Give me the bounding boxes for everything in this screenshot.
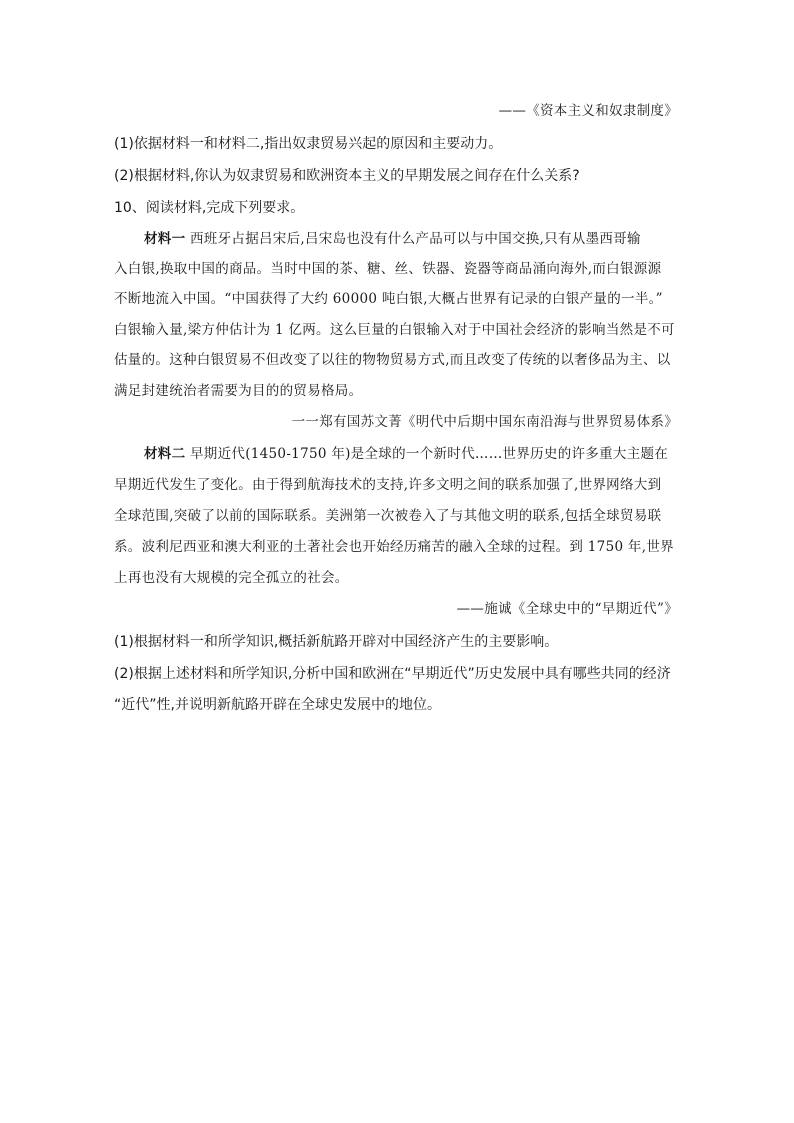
material-1-source: 一一郑有国苏文菁《明代中后期中国东南沿海与世界贸易体系》 — [291, 414, 678, 430]
material-2-label: 材料二 — [144, 446, 186, 462]
material-2-line-2: 早期近代发生了变化。由于得到航海技术的支持,许多文明之间的联系加强了,世界网络大到 — [114, 477, 662, 493]
question-10-part-2-line-2: “近代”性,并说明新航路开辟在全球史发展中的地位。 — [114, 697, 441, 713]
source-citation-1: ——《资本主义和奴隶制度》 — [498, 103, 678, 119]
question-10-part-2-line-1: (2)根据上述材料和所学知识,分析中国和欧洲在“早期近代”历史发展中具有哪些共同的经济 — [114, 666, 671, 682]
material-1-line-4: 白银输入量,梁方仲估计为 1 亿两。这么巨量的白银输入对于中国社会经济的影响当然是不可 — [114, 322, 675, 338]
material-2-line-4: 系。波利尼西亚和澳大利亚的土著社会也开始经历痛苦的融入全球的过程。到 1750 年,世界 — [114, 539, 674, 555]
question-9-part-2: (2)根据材料,你认为奴隶贸易和欧洲资本主义的早期发展之间存在什么关系? — [114, 168, 580, 184]
material-1-line-2: 入白银,换取中国的商品。当时中国的茶、糖、丝、铁器、瓷器等商品涌向海外,而白银源源 — [114, 261, 662, 277]
material-1-line-1: 材料一 西班牙占据吕宋后,吕宋岛也没有什么产品可以与中国交换,只有从墨西哥输 — [144, 231, 641, 247]
material-1-label: 材料一 — [144, 231, 186, 247]
question-10-title: 10、阅读材料,完成下列要求。 — [114, 200, 305, 216]
material-2-source: ——施诚《全球史中的“早期近代”》 — [456, 601, 678, 617]
question-9-part-1: (1)依据材料一和材料二,指出奴隶贸易兴起的原因和主要动力。 — [114, 136, 503, 152]
material-2-line-3: 全球范围,突破了以前的国际联系。美洲第一次被卷入了与其他文明的联系,包括全球贸易联 — [114, 508, 662, 524]
material-2-line-5: 上再也没有大规模的完全孤立的社会。 — [114, 570, 349, 586]
material-2-line-1: 材料二 早期近代(1450-1750 年)是全球的一个新时代……世界历史的许多重大主题在 — [144, 446, 669, 462]
question-10-part-1: (1)根据材料一和所学知识,概括新航路开辟对中国经济产生的主要影响。 — [114, 634, 559, 650]
material-1-line-3: 不断地流入中国。“中国获得了大约 60000 吨白银,大概占世界有记录的白银产量的一半。” — [114, 291, 663, 307]
material-1-line-6: 满足封建统治者需要为目的的贸易格局。 — [114, 383, 363, 399]
material-1-line-5: 估量的。这种白银贸易不但改变了以往的物物贸易方式,而且改变了传统的以奢侈品为主、以 — [114, 352, 671, 368]
